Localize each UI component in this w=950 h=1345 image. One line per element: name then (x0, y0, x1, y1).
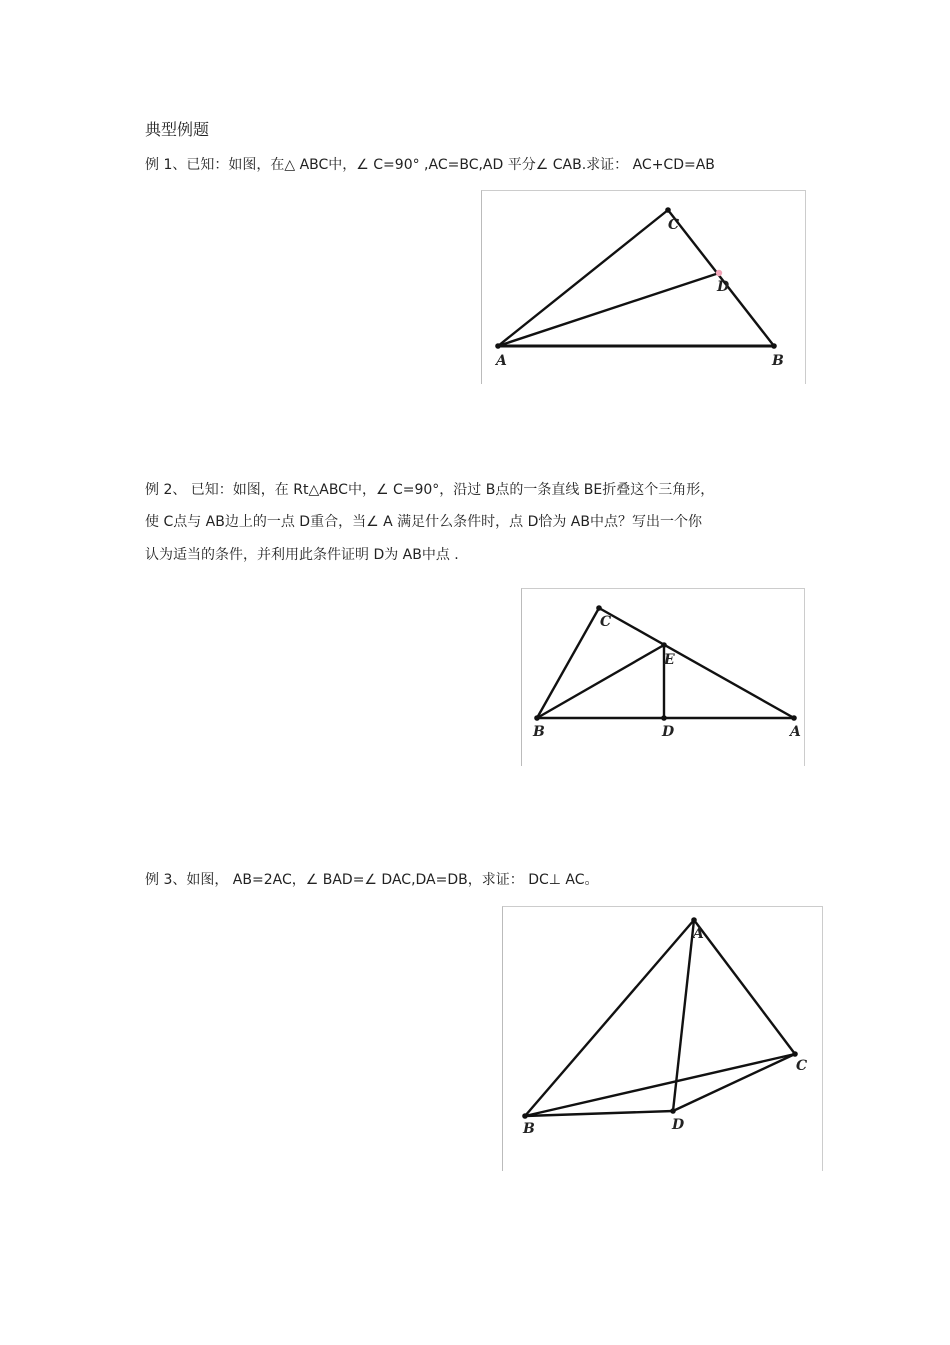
example3-figure (502, 906, 823, 1171)
point-A (791, 715, 797, 721)
point-C (596, 605, 602, 611)
label-A: A (693, 926, 704, 942)
label-D: D (672, 1117, 685, 1133)
label-D: D (662, 724, 675, 740)
example2-problem-line1: 例 2、 已知：如图，在 Rt△ABC中，∠ C=90°，沿过 B点的一条直线 BE折叠这个三角形， (145, 482, 715, 498)
point-C (792, 1051, 798, 1057)
example2-figure (521, 588, 805, 766)
point-C (665, 207, 671, 213)
point-E (661, 642, 667, 648)
label-C: C (796, 1058, 808, 1074)
section-title: 典型例题 (145, 120, 210, 139)
label-C: C (668, 217, 680, 233)
label-A: A (790, 724, 801, 740)
segment-CB (668, 210, 774, 346)
point-A (691, 917, 697, 923)
point-D (661, 715, 667, 721)
label-B: B (533, 724, 545, 740)
example3-problem-text: 例 3、如图， AB=2AC，∠ BAD=∠ DAC,DA=DB，求证： DC⊥ AC。 (145, 872, 599, 888)
segment-AC (694, 920, 795, 1054)
segment-BA (525, 920, 694, 1116)
segment-AD (498, 273, 719, 346)
segment-AC (498, 210, 668, 346)
point-A (495, 343, 501, 349)
example2-problem-line2: 使 C点与 AB边上的一点 D重合，当∠ A 满足什么条件时，点 D恰为 AB中点？写出一个你 (145, 514, 702, 530)
label-B: B (772, 353, 784, 369)
label-B: B (523, 1121, 535, 1137)
point-B (771, 343, 777, 349)
label-E: E (664, 652, 675, 668)
point-D (716, 270, 722, 276)
segment-DC (673, 1054, 795, 1111)
point-B (522, 1113, 528, 1119)
example2-problem-line3: 认为适当的条件，并利用此条件证明 D为 AB中点 . (145, 547, 459, 563)
example1-figure (481, 190, 806, 384)
segment-BC (525, 1054, 795, 1116)
point-B (534, 715, 540, 721)
segment-CA (599, 608, 794, 718)
label-A: A (496, 353, 507, 369)
label-D: D (717, 279, 730, 295)
example1-problem-text: 例 1、已知：如图，在△ ABC中，∠ C=90° ,AC=BC,AD 平分∠ CAB.求证： AC+CD=AB (145, 157, 715, 173)
label-C: C (600, 614, 612, 630)
segment-BE (537, 645, 664, 718)
point-D (670, 1108, 676, 1114)
